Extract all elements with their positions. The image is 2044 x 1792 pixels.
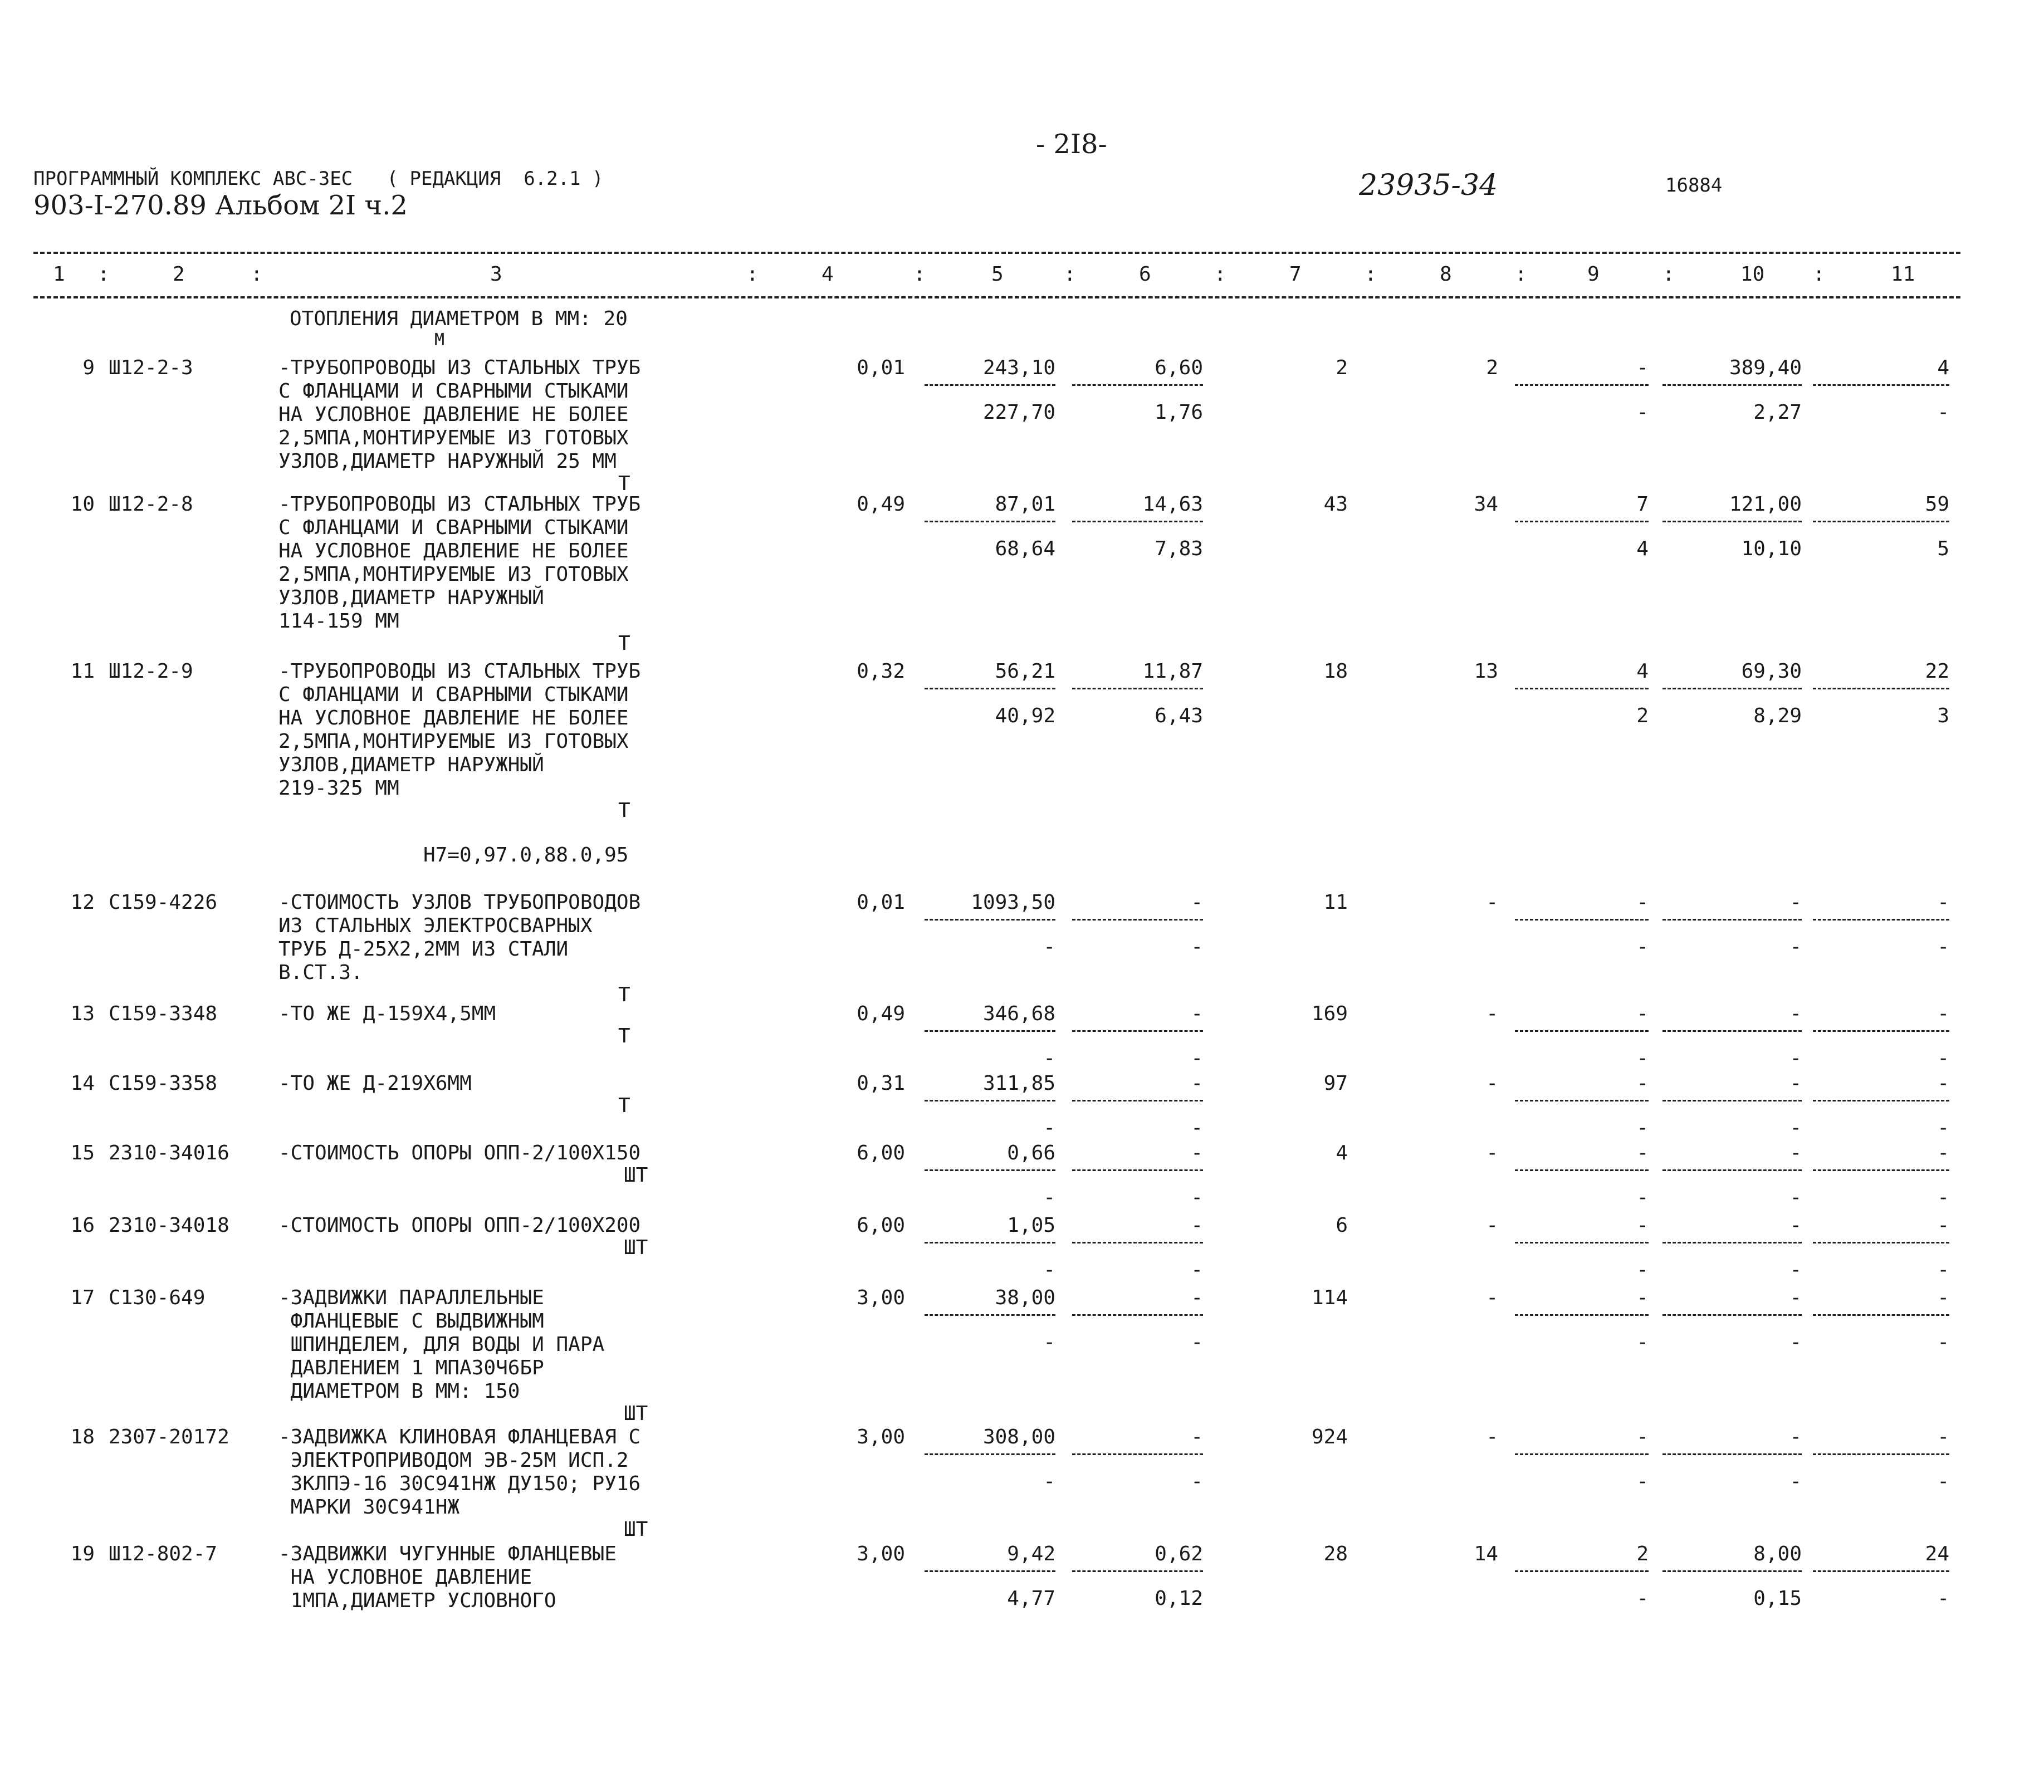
value-col-5: 56,21 [995, 660, 1055, 683]
value-col-6: - [1191, 1426, 1203, 1448]
value-col-9: - [1636, 1072, 1649, 1095]
value-col-6: - [1191, 1214, 1203, 1237]
fraction-bar [1813, 919, 1949, 921]
row-number: 16 [70, 1214, 95, 1237]
description-line: С ФЛАНЦАМИ И СВАРНЫМИ СТЫКАМИ [278, 380, 629, 403]
column-number-6: 6 [1139, 263, 1151, 286]
value-col-11: - [1937, 1214, 1949, 1237]
value-col-10-lower: - [1789, 1331, 1802, 1354]
column-numbers-row [0, 263, 2044, 288]
description-line: 1МПА,ДИАМЕТР УСЛОВНОГО [278, 1589, 556, 1612]
value-col-9-lower: - [1636, 401, 1649, 424]
rate-code: Ш12-2-9 [109, 660, 193, 683]
rate-code: 2310-34018 [109, 1214, 229, 1237]
column-separator: : [913, 263, 926, 286]
album-title: 903-I-270.89 Альбом 2I ч.2 [33, 190, 408, 221]
fraction-bar [1072, 1242, 1203, 1243]
value-col-10-lower: - [1789, 1470, 1802, 1493]
value-col-9-lower: - [1636, 1587, 1649, 1610]
value-col-11: 59 [1925, 493, 1949, 516]
value-col-4: 0,01 [857, 891, 905, 914]
value-col-7: 924 [1311, 1426, 1348, 1448]
description-line: -ТРУБОПРОВОДЫ ИЗ СТАЛЬНЫХ ТРУБ [278, 660, 641, 683]
description-line: НА УСЛОВНОЕ ДАВЛЕНИЕ [278, 1566, 532, 1589]
value-col-11: - [1937, 1072, 1949, 1095]
value-col-8: - [1486, 1142, 1498, 1164]
unit-of-measure: ШТ [624, 1164, 648, 1187]
fraction-bar [1813, 1570, 1949, 1572]
fraction-bar [1515, 1030, 1649, 1032]
value-col-8: - [1486, 1426, 1498, 1448]
fraction-bar [1813, 521, 1949, 522]
value-col-9: - [1636, 1142, 1649, 1164]
fraction-bar [1662, 1169, 1802, 1171]
description-line: -ЗАДВИЖКИ ПАРАЛЛЕЛЬНЫЕ [278, 1286, 544, 1309]
column-number-5: 5 [991, 263, 1004, 286]
description-line: ЗКЛПЭ-16 30С941НЖ ДУ150; РУ16 [278, 1472, 641, 1495]
value-col-11: - [1937, 1426, 1949, 1448]
value-col-6-lower: 0,12 [1155, 1587, 1203, 1610]
fraction-bar [1662, 521, 1802, 522]
row-number: 17 [70, 1286, 95, 1309]
fraction-bar [1813, 1453, 1949, 1455]
value-col-5: 0,66 [1007, 1142, 1055, 1164]
value-col-7: 28 [1323, 1543, 1348, 1565]
value-col-9: 2 [1636, 1543, 1649, 1565]
value-col-5-lower: 227,70 [982, 401, 1055, 424]
value-col-10-lower: 0,15 [1753, 1587, 1802, 1610]
value-col-11: - [1937, 891, 1949, 914]
value-col-10: - [1789, 1142, 1802, 1164]
column-separator: : [746, 263, 759, 286]
value-col-11: - [1937, 1142, 1949, 1164]
value-col-9: 7 [1636, 493, 1649, 516]
value-col-11-lower: - [1937, 1117, 1949, 1139]
value-col-4: 6,00 [857, 1142, 905, 1164]
value-col-11-lower: - [1937, 1331, 1949, 1354]
fraction-bar [925, 1314, 1055, 1316]
value-col-5-lower: - [1043, 1470, 1055, 1493]
fraction-bar [925, 384, 1055, 386]
description-line: НА УСЛОВНОЕ ДАВЛЕНИЕ НЕ БОЛЕЕ [278, 707, 629, 729]
description-line: -ТРУБОПРОВОДЫ ИЗ СТАЛЬНЫХ ТРУБ [278, 356, 641, 379]
fraction-bar [1515, 919, 1649, 921]
value-col-7: 114 [1311, 1286, 1348, 1309]
fraction-bar [1662, 1030, 1802, 1032]
value-col-6: - [1191, 1142, 1203, 1164]
description-line: -ТО ЖЕ Д-219Х6ММ [278, 1072, 472, 1095]
row-number: 12 [70, 891, 95, 914]
value-col-5-lower: - [1043, 936, 1055, 958]
value-col-4: 0,32 [857, 660, 905, 683]
value-col-9-lower: 4 [1636, 537, 1649, 560]
fraction-bar [1515, 1100, 1649, 1101]
value-col-4: 0,31 [857, 1072, 905, 1095]
value-col-10-lower: 10,10 [1741, 537, 1802, 560]
rate-code: С159-4226 [109, 891, 218, 914]
coefficient-line: Н7=0,97.0,88.0,95 [423, 844, 629, 866]
fraction-bar [1515, 1242, 1649, 1243]
rate-code: 2310-34016 [109, 1142, 229, 1164]
carry-text-line-1: ОТОПЛЕНИЯ ДИАМЕТРОМ В ММ: 20 [290, 307, 628, 330]
fraction-bar [925, 919, 1055, 921]
value-col-11: - [1937, 1002, 1949, 1025]
value-col-9: 4 [1636, 660, 1649, 683]
description-line: -СТОИМОСТЬ ОПОРЫ ОПП-2/100Х200 [278, 1214, 641, 1237]
value-col-10-lower: - [1789, 1259, 1802, 1281]
value-col-6-lower: 7,83 [1155, 537, 1203, 560]
description-line: -ЗАДВИЖКИ ЧУГУННЫЕ ФЛАНЦЕВЫЕ [278, 1543, 617, 1565]
unit-of-measure: Т [618, 983, 630, 1006]
fraction-bar [1813, 688, 1949, 689]
value-col-6-lower: - [1191, 1470, 1203, 1493]
value-col-9-lower: - [1636, 936, 1649, 958]
unit-of-measure: ШТ [624, 1518, 648, 1541]
value-col-4: 0,49 [857, 1002, 905, 1025]
description-line: НА УСЛОВНОЕ ДАВЛЕНИЕ НЕ БОЛЕЕ [278, 403, 629, 426]
header-bottom-rule [33, 296, 1960, 298]
fraction-bar [1662, 1570, 1802, 1572]
fraction-bar [1662, 1100, 1802, 1101]
value-col-9: - [1636, 1002, 1649, 1025]
column-number-3: 3 [490, 263, 502, 286]
value-col-8: 13 [1474, 660, 1498, 683]
unit-of-measure: ШТ [624, 1236, 648, 1259]
row-number: 11 [70, 660, 95, 683]
value-col-10: - [1789, 891, 1802, 914]
description-line: НА УСЛОВНОЕ ДАВЛЕНИЕ НЕ БОЛЕЕ [278, 540, 629, 562]
fraction-bar [1813, 1242, 1949, 1243]
value-col-4: 3,00 [857, 1426, 905, 1448]
fraction-bar [1662, 919, 1802, 921]
value-col-9-lower: - [1636, 1331, 1649, 1354]
rate-code: Ш12-2-3 [109, 356, 193, 379]
unit-of-measure: Т [618, 1025, 630, 1047]
rate-code: 2307-20172 [109, 1426, 229, 1448]
column-number-7: 7 [1289, 263, 1302, 286]
fraction-bar [1072, 1169, 1203, 1171]
value-col-10-lower: 2,27 [1753, 401, 1802, 424]
unit-of-measure: Т [618, 799, 630, 822]
value-col-8: - [1486, 1214, 1498, 1237]
value-col-10: 121,00 [1729, 493, 1802, 516]
value-col-6-lower: - [1191, 1186, 1203, 1209]
row-number: 14 [70, 1072, 95, 1095]
column-number-4: 4 [821, 263, 834, 286]
value-col-6: 6,60 [1155, 356, 1203, 379]
fraction-bar [1515, 688, 1649, 689]
column-number-8: 8 [1440, 263, 1452, 286]
value-col-10: 69,30 [1741, 660, 1802, 683]
value-col-11-lower: - [1937, 1186, 1949, 1209]
value-col-11: - [1937, 1286, 1949, 1309]
column-separator: : [251, 263, 263, 286]
value-col-5: 308,00 [982, 1426, 1055, 1448]
value-col-10: - [1789, 1214, 1802, 1237]
carry-text-unit: М [434, 330, 445, 350]
value-col-5: 38,00 [995, 1286, 1055, 1309]
unit-of-measure: Т [618, 632, 630, 655]
fraction-bar [1072, 1314, 1203, 1316]
row-number: 19 [70, 1543, 95, 1565]
description-line: МАРКИ 30С941НЖ [278, 1496, 460, 1519]
unit-of-measure: Т [618, 1094, 630, 1117]
description-line: 114-159 ММ [278, 610, 399, 633]
column-separator: : [1064, 263, 1076, 286]
description-line: -ЗАДВИЖКА КЛИНОВАЯ ФЛАНЦЕВАЯ С [278, 1426, 641, 1448]
value-col-9-lower: - [1636, 1047, 1649, 1070]
value-col-6: - [1191, 1286, 1203, 1309]
sheet-code: 16884 [1665, 174, 1723, 197]
value-col-10-lower: - [1789, 1047, 1802, 1070]
column-number-10: 10 [1740, 263, 1765, 286]
fraction-bar [1072, 919, 1203, 921]
value-col-5-lower: 40,92 [995, 704, 1055, 727]
value-col-10: - [1789, 1072, 1802, 1095]
value-col-5: 1,05 [1007, 1214, 1055, 1237]
description-line: 2,5МПА,МОНТИРУЕМЫЕ ИЗ ГОТОВЫХ [278, 563, 629, 586]
value-col-11: 24 [1925, 1543, 1949, 1565]
value-col-6-lower: 6,43 [1155, 704, 1203, 727]
description-line: -ТРУБОПРОВОДЫ ИЗ СТАЛЬНЫХ ТРУБ [278, 493, 641, 516]
fraction-bar [1813, 1169, 1949, 1171]
column-number-2: 2 [173, 263, 185, 286]
fraction-bar [1072, 1030, 1203, 1032]
handwritten-doc-number: 23935-34 [1359, 169, 1498, 202]
description-line: 219-325 ММ [278, 777, 399, 800]
rate-code: С159-3348 [109, 1002, 218, 1025]
row-number: 15 [70, 1142, 95, 1164]
value-col-5-lower: - [1043, 1117, 1055, 1139]
fraction-bar [1515, 1169, 1649, 1171]
value-col-7: 18 [1323, 660, 1348, 683]
value-col-8: - [1486, 891, 1498, 914]
value-col-6: 14,63 [1142, 493, 1203, 516]
value-col-5: 311,85 [982, 1072, 1055, 1095]
value-col-6: 11,87 [1142, 660, 1203, 683]
fraction-bar [1813, 1030, 1949, 1032]
value-col-5: 346,68 [982, 1002, 1055, 1025]
value-col-6-lower: - [1191, 1259, 1203, 1281]
fraction-bar [1072, 1570, 1203, 1572]
fraction-bar [1515, 521, 1649, 522]
rate-code: С130-649 [109, 1286, 206, 1309]
row-number: 18 [70, 1426, 95, 1448]
value-col-9-lower: - [1636, 1259, 1649, 1281]
fraction-bar [1662, 688, 1802, 689]
value-col-5-lower: - [1043, 1186, 1055, 1209]
value-col-4: 0,01 [857, 356, 905, 379]
unit-of-measure: ШТ [624, 1402, 648, 1425]
fraction-bar [1813, 1100, 1949, 1101]
value-col-5-lower: - [1043, 1047, 1055, 1070]
value-col-8: - [1486, 1002, 1498, 1025]
description-line: С ФЛАНЦАМИ И СВАРНЫМИ СТЫКАМИ [278, 516, 629, 539]
column-number-1: 1 [53, 263, 65, 286]
value-col-5: 87,01 [995, 493, 1055, 516]
value-col-10-lower: - [1789, 1186, 1802, 1209]
description-line: ШПИНДЕЛЕМ, ДЛЯ ВОДЫ И ПАРА [278, 1333, 605, 1356]
rate-code: С159-3358 [109, 1072, 218, 1095]
value-col-4: 0,49 [857, 493, 905, 516]
value-col-8: 34 [1474, 493, 1498, 516]
fraction-bar [1662, 1314, 1802, 1316]
fraction-bar [1515, 1453, 1649, 1455]
value-col-10: 8,00 [1753, 1543, 1802, 1565]
description-line: -ТО ЖЕ Д-159Х4,5ММ [278, 1002, 496, 1025]
value-col-8: 2 [1486, 356, 1498, 379]
value-col-4: 3,00 [857, 1543, 905, 1565]
value-col-11: 4 [1937, 356, 1949, 379]
description-line: ФЛАНЦЕВЫЕ С ВЫДВИЖНЫМ [278, 1310, 544, 1333]
description-line: ЭЛЕКТРОПРИВОДОМ ЭВ-25М ИСП.2 [278, 1449, 629, 1472]
rate-code: Ш12-2-8 [109, 493, 193, 516]
value-col-6-lower: - [1191, 1047, 1203, 1070]
description-line: ДАВЛЕНИЕМ 1 МПА30Ч6БР [278, 1357, 544, 1379]
description-line: ИЗ СТАЛЬНЫХ ЭЛЕКТРОСВАРНЫХ [278, 914, 593, 937]
value-col-10-lower: - [1789, 936, 1802, 958]
value-col-7: 97 [1323, 1072, 1348, 1095]
fraction-bar [925, 1169, 1055, 1171]
description-line: ТРУБ Д-25Х2,2ММ ИЗ СТАЛИ [278, 938, 569, 961]
value-col-10-lower: - [1789, 1117, 1802, 1139]
fraction-bar [925, 1570, 1055, 1572]
column-separator: : [1813, 263, 1825, 286]
fraction-bar [1662, 1453, 1802, 1455]
fraction-bar [925, 521, 1055, 522]
value-col-10: - [1789, 1286, 1802, 1309]
value-col-11-lower: - [1937, 936, 1949, 958]
value-col-11-lower: - [1937, 1470, 1949, 1493]
fraction-bar [925, 1030, 1055, 1032]
value-col-5-lower: - [1043, 1331, 1055, 1354]
fraction-bar [1072, 384, 1203, 386]
row-number: 10 [70, 493, 95, 516]
value-col-6-lower: - [1191, 1331, 1203, 1354]
value-col-5-lower: 4,77 [1007, 1587, 1055, 1610]
value-col-11-lower: - [1937, 1047, 1949, 1070]
description-line: -СТОИМОСТЬ УЗЛОВ ТРУБОПРОВОДОВ [278, 891, 641, 914]
value-col-8: - [1486, 1072, 1498, 1095]
value-col-10: - [1789, 1426, 1802, 1448]
value-col-9-lower: - [1636, 1117, 1649, 1139]
fraction-bar [1072, 688, 1203, 689]
value-col-5-lower: - [1043, 1259, 1055, 1281]
fraction-bar [1515, 1314, 1649, 1316]
column-number-11: 11 [1891, 263, 1915, 286]
value-col-8: 14 [1474, 1543, 1498, 1565]
value-col-6: - [1191, 1002, 1203, 1025]
value-col-6-lower: 1,76 [1155, 401, 1203, 424]
fraction-bar [1662, 384, 1802, 386]
value-col-11-lower: 5 [1937, 537, 1949, 560]
value-col-8: - [1486, 1286, 1498, 1309]
value-col-11-lower: - [1937, 1587, 1949, 1610]
value-col-6-lower: - [1191, 1117, 1203, 1139]
description-line: 2,5МПА,МОНТИРУЕМЫЕ ИЗ ГОТОВЫХ [278, 427, 629, 449]
fraction-bar [1813, 1314, 1949, 1316]
fraction-bar [1072, 1100, 1203, 1101]
fraction-bar [925, 1453, 1055, 1455]
value-col-9: - [1636, 1286, 1649, 1309]
rate-code: Ш12-802-7 [109, 1543, 218, 1565]
description-line: УЗЛОВ,ДИАМЕТР НАРУЖНЫЙ [278, 586, 544, 609]
value-col-6: - [1191, 1072, 1203, 1095]
fraction-bar [1662, 1242, 1802, 1243]
fraction-bar [925, 688, 1055, 689]
header-top-rule [33, 252, 1960, 254]
column-separator: : [1662, 263, 1675, 286]
value-col-6: - [1191, 891, 1203, 914]
program-header: ПРОГРАММНЫЙ КОМПЛЕКС АВС-3ЕС ( РЕДАКЦИЯ 6.2.1 ) [33, 168, 604, 190]
fraction-bar [1072, 1453, 1203, 1455]
value-col-10: 389,40 [1729, 356, 1802, 379]
fraction-bar [925, 1100, 1055, 1101]
column-separator: : [97, 263, 110, 286]
page-number: - 2I8- [1036, 129, 1107, 160]
value-col-5-lower: 68,64 [995, 537, 1055, 560]
description-line: В.СТ.3. [278, 961, 363, 984]
value-col-11-lower: - [1937, 401, 1949, 424]
fraction-bar [1515, 1570, 1649, 1572]
description-line: УЗЛОВ,ДИАМЕТР НАРУЖНЫЙ [278, 753, 544, 776]
value-col-6: 0,62 [1155, 1543, 1203, 1565]
value-col-9-lower: 2 [1636, 704, 1649, 727]
value-col-9: - [1636, 356, 1649, 379]
row-number: 13 [70, 1002, 95, 1025]
column-number-9: 9 [1587, 263, 1600, 286]
value-col-5: 9,42 [1007, 1543, 1055, 1565]
fraction-bar [1072, 521, 1203, 522]
row-number: 9 [82, 356, 95, 379]
fraction-bar [1813, 384, 1949, 386]
description-line: 2,5МПА,МОНТИРУЕМЫЕ ИЗ ГОТОВЫХ [278, 730, 629, 753]
value-col-5: 1093,50 [971, 891, 1055, 914]
unit-of-measure: Т [618, 472, 630, 495]
fraction-bar [925, 1242, 1055, 1243]
value-col-7: 43 [1323, 493, 1348, 516]
column-separator: : [1214, 263, 1226, 286]
value-col-7: 4 [1336, 1142, 1348, 1164]
value-col-11-lower: - [1937, 1259, 1949, 1281]
value-col-5: 243,10 [982, 356, 1055, 379]
description-line: С ФЛАНЦАМИ И СВАРНЫМИ СТЫКАМИ [278, 683, 629, 706]
value-col-7: 6 [1336, 1214, 1348, 1237]
value-col-11: 22 [1925, 660, 1949, 683]
value-col-7: 2 [1336, 356, 1348, 379]
value-col-4: 6,00 [857, 1214, 905, 1237]
column-separator: : [1365, 263, 1377, 286]
value-col-7: 169 [1311, 1002, 1348, 1025]
description-line: УЗЛОВ,ДИАМЕТР НАРУЖНЫЙ 25 ММ [278, 450, 617, 473]
value-col-6-lower: - [1191, 936, 1203, 958]
column-separator: : [1515, 263, 1527, 286]
value-col-11-lower: 3 [1937, 704, 1949, 727]
value-col-9-lower: - [1636, 1470, 1649, 1493]
value-col-9: - [1636, 1426, 1649, 1448]
value-col-9-lower: - [1636, 1186, 1649, 1209]
value-col-9: - [1636, 891, 1649, 914]
value-col-7: 11 [1323, 891, 1348, 914]
value-col-4: 3,00 [857, 1286, 905, 1309]
fraction-bar [1515, 384, 1649, 386]
description-line: -СТОИМОСТЬ ОПОРЫ ОПП-2/100Х150 [278, 1142, 641, 1164]
value-col-10-lower: 8,29 [1753, 704, 1802, 727]
value-col-9: - [1636, 1214, 1649, 1237]
value-col-10: - [1789, 1002, 1802, 1025]
description-line: ДИАМЕТРОМ В ММ: 150 [278, 1380, 520, 1403]
